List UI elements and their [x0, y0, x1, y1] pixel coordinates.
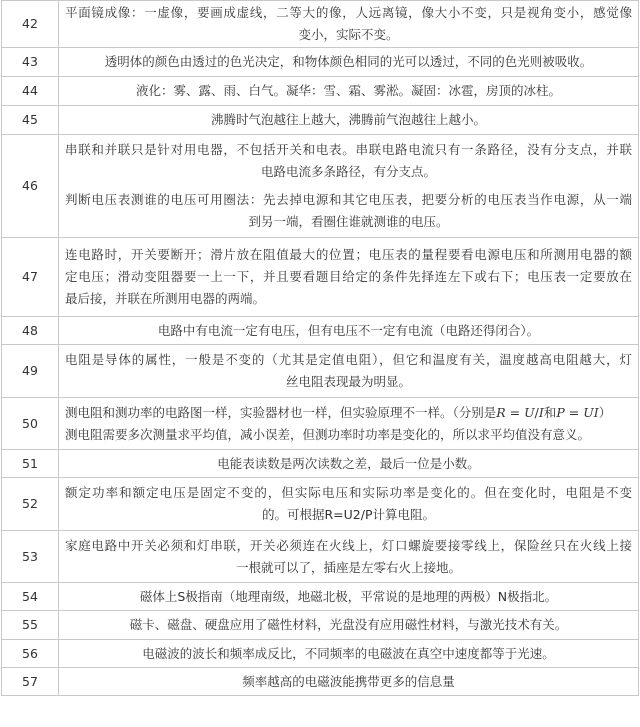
- text-line: 电阻是导体的属性，一般是不变的（尤其是定值电阻），但它和温度有关，温度越高电阻越大，灯: [65, 352, 632, 367]
- text-line: 频率越高的电磁波能携带更多的信息量: [242, 673, 455, 689]
- row-number: 55: [2, 611, 59, 640]
- table-row: [2, 106, 639, 135]
- row-number: 56: [2, 640, 59, 668]
- row-number: 44: [2, 77, 59, 106]
- row-content: [59, 238, 639, 317]
- text-line: 一根就可以了，插座是左零右火上接地。: [235, 559, 461, 575]
- row-number: 43: [2, 48, 59, 77]
- text-line: 家庭电路中开关必须和灯串联，开关必须连在火线上，灯口螺旋要接零线上，保险丝只在火线上接: [65, 537, 632, 553]
- table-row: [2, 1, 639, 48]
- text-line: 到另一端，看圈住谁就测谁的电压。: [248, 214, 449, 229]
- text-line: 测电阻需要多次测量求平均值，减小误差，但测功率时功率是变化的，所以求平均值没有意义。: [65, 426, 591, 442]
- table-row: [2, 611, 639, 640]
- text-line: 液化：雾、露、雨、白气。凝华：雪、霜、雾淞。凝固：冰雹，房顶的冰柱。: [135, 83, 561, 98]
- row-content: [59, 317, 639, 345]
- row-number: 51: [2, 450, 59, 478]
- text-line: 丝电阻表现最为明显。: [285, 374, 411, 389]
- physics-notes-table: [1, 0, 639, 696]
- row-number: 47: [2, 238, 59, 317]
- row-number: 45: [2, 106, 59, 135]
- table-row: [2, 48, 639, 77]
- table-row: [2, 317, 639, 345]
- text-line: 磁卡、磁盘、硬盘应用了磁性材料，光盘没有应用磁性材料，与激光技术有关。: [129, 617, 568, 632]
- text-line: 测电阻和测功率的电路图一样，实验器材也一样，但实验原理不一样。（分别是R = U/I和P = UI）: [65, 404, 612, 420]
- row-content: [59, 640, 639, 668]
- row-content: [59, 478, 639, 531]
- table-row: [2, 398, 639, 450]
- text-line: 定电压；滑动变阻器要一上一下，并且要看题目给定的条件先择连左下或右下；电压表一定要放在: [65, 269, 632, 284]
- row-content: [59, 611, 639, 640]
- text-line: 电路电流多条路径，有分支点。: [260, 164, 436, 179]
- text-line: 的。可根据R=U2/P计算电阻。: [261, 507, 435, 522]
- row-content: [59, 77, 639, 106]
- text-line: 额定功率和额定电压是固定不变的，但实际电压和实际功率是变化的。但在变化时，电阻是不变: [65, 485, 632, 500]
- text-line: 透明体的颜色由透过的色光决定，和物体颜色相同的光可以透过，不同的色光则被吸收。: [104, 54, 593, 69]
- text-line: 判断电压表测谁的电压可用圈法：先去掉电源和其它电压表，把要分析的电压表当作电源，从一端: [65, 192, 632, 207]
- text-line: 磁体上S极指南（地理南级，地磁北极，平常说的是地理的两极）N极指北。: [139, 588, 558, 604]
- text-line: 最后接，并联在所测用电器的两端。: [65, 291, 266, 306]
- row-content: [59, 450, 639, 478]
- table-row: [2, 135, 639, 238]
- table-row: [2, 531, 639, 583]
- table-row: [2, 640, 639, 668]
- row-content: [59, 398, 639, 450]
- text-line: 平面镜成像：一虚像，要画成虚线，二等大的像，人远离镜，像大小不变，只是视角变小，感觉像: [65, 5, 632, 20]
- table-row: [2, 668, 639, 696]
- row-number: 42: [2, 1, 59, 48]
- row-number: 49: [2, 345, 59, 398]
- table-row: [2, 478, 639, 531]
- text-line: 沸腾时气泡越往上越大，沸腾前气泡越往上越小。: [210, 112, 486, 127]
- row-number: 53: [2, 531, 59, 583]
- row-content: [59, 106, 639, 135]
- row-content: [59, 48, 639, 77]
- row-number: 54: [2, 583, 59, 611]
- row-number: 50: [2, 398, 59, 450]
- text-line: 电能表读数是两次读数之差，最后一位是小数。: [217, 455, 480, 471]
- row-content: [59, 583, 639, 611]
- table-body: [2, 1, 639, 696]
- row-number: 57: [2, 668, 59, 696]
- row-content: [59, 531, 639, 583]
- table-row: [2, 450, 639, 478]
- text-line: 电路中有电流一定有电压，但有电压不一定有电流（电路还得闭合）。: [157, 322, 540, 338]
- row-content: [59, 1, 639, 48]
- row-content: [59, 668, 639, 696]
- table-row: [2, 583, 639, 611]
- table-row: [2, 77, 639, 106]
- text-line: 串联和并联只是针对用电器，不包括开关和电表。串联电路电流只有一条路径，没有分支点，并联: [65, 142, 632, 157]
- table-row: [2, 238, 639, 317]
- row-number: 46: [2, 135, 59, 238]
- text-line: 变小，实际不变。: [298, 27, 399, 42]
- row-content: [59, 135, 639, 238]
- row-content: [59, 345, 639, 398]
- text-line: 连电路时，开关要断开；滑片放在阻值最大的位置；电压表的量程要看电源电压和所测用电器的额: [65, 247, 632, 262]
- row-number: 52: [2, 478, 59, 531]
- text-line: 电磁波的波长和频率成反比，不同频率的电磁波在真空中速度都等于光速。: [142, 645, 555, 661]
- row-number: 48: [2, 317, 59, 345]
- table-row: [2, 345, 639, 398]
